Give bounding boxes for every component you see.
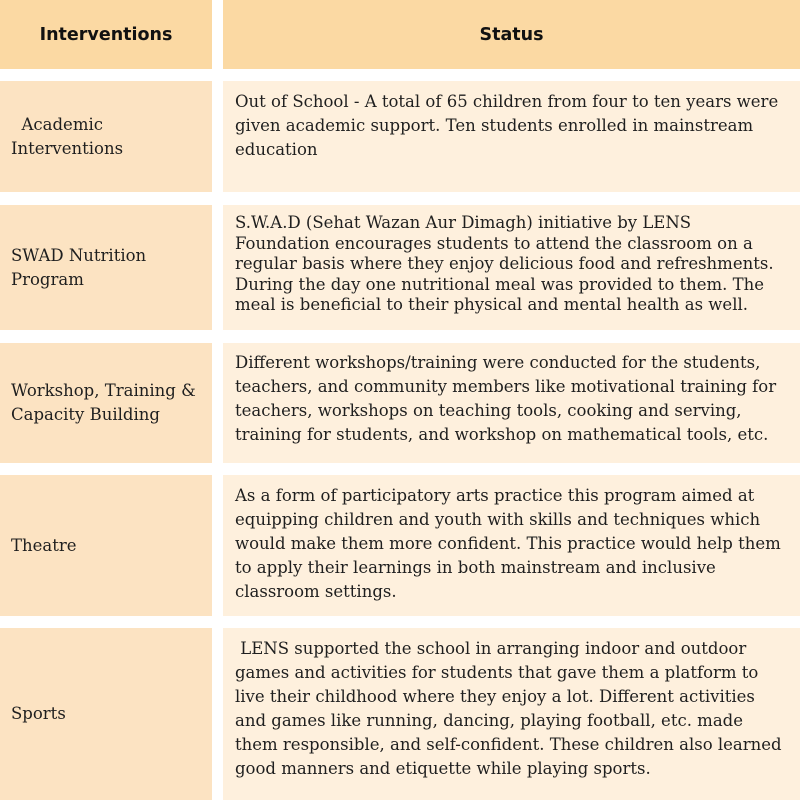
header-interventions: Interventions [0, 0, 212, 69]
status-sports: LENS supported the school in arranging indoor and outdoor games and activities for students that gave them a platform to live their childhood where they enjoy a lot. Different activities and games like running, dancing, playing football, etc. made them responsible, and self-confident. These children also learned good manners and etiquette while playing sports. [223, 628, 800, 800]
status-theatre: As a form of participatory arts practice this program aimed at equipping children and youth with skills and techniques which would make them more confident. This practice would help them to apply their learnings in both mainstream and inclusive classroom settings. [223, 475, 800, 616]
intervention-workshop: Workshop, Training & Capacity Building [0, 343, 212, 463]
intervention-theatre: Theatre [0, 475, 212, 616]
intervention-swad-nutrition: SWAD Nutrition Program [0, 205, 212, 330]
header-status: Status [223, 0, 800, 69]
intervention-sports: Sports [0, 628, 212, 800]
status-swad-nutrition: S.W.A.D (Sehat Wazan Aur Dimagh) initiative by LENS Foundation encourages students to attend the classroom on a regular basis where they enjoy delicious food and refreshments. During the day one nutritional meal was provided to them. The meal is beneficial to their physical and mental health as well. [223, 205, 800, 330]
intervention-academic: Academic Interventions [0, 81, 212, 192]
status-workshop: Different workshops/training were conducted for the students, teachers, and community members like motivational training for teachers, workshops on teaching tools, cooking and serving, training for students, and workshop on mathematical tools, etc. [223, 343, 800, 463]
status-academic: Out of School - A total of 65 children from four to ten years were given academic support. Ten students enrolled in mainstream education [223, 81, 800, 192]
